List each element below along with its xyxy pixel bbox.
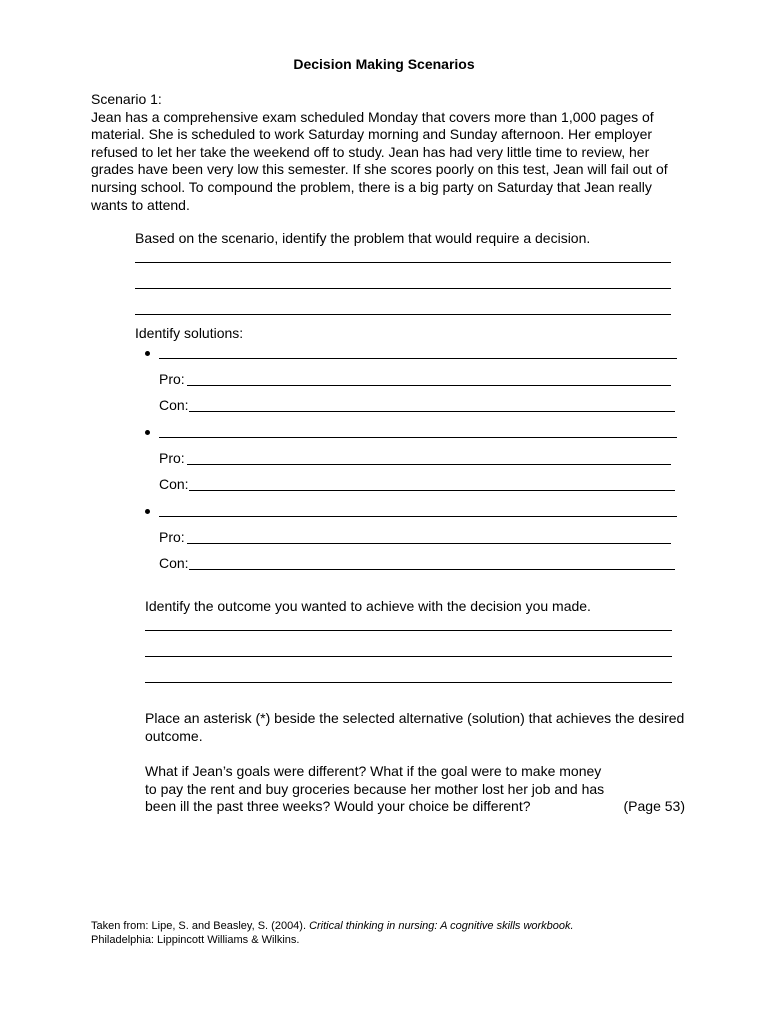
- problem-answer-line-3[interactable]: [135, 314, 671, 315]
- citation-footer: [91, 920, 731, 947]
- solution-3-con-line[interactable]: [189, 569, 675, 570]
- whatif-text: What if Jean’s goals were different? What if the goal were to make money to pay the rent and buy groceries because her mother lost her job and has been ill the past three weeks? Would your choice be different?: [145, 763, 605, 815]
- solution-1-con-line[interactable]: [189, 411, 675, 412]
- page-reference: (Page 53): [623, 798, 685, 815]
- solution-2-pro-label: Pro:: [159, 450, 185, 466]
- solution-3-pro-label: Pro:: [159, 529, 185, 545]
- citation-publisher: Philadelphia: Lippincott Williams & Wilkins.: [91, 933, 300, 946]
- solution-1-pro-label: Pro:: [159, 371, 185, 387]
- whatif-block: [145, 763, 685, 816]
- solution-3-pro-line[interactable]: [187, 543, 671, 544]
- problem-answer-line-1[interactable]: [135, 262, 671, 263]
- asterisk-instruction: [145, 710, 685, 745]
- bullet-icon: [145, 351, 150, 356]
- solutions-prompt: Identify solutions:: [135, 325, 244, 341]
- problem-answer-line-2[interactable]: [135, 288, 671, 289]
- bullet-icon: [145, 509, 150, 514]
- scenario-block: [91, 91, 681, 214]
- bullet-icon: [145, 430, 150, 435]
- solution-1-pro-line[interactable]: [187, 385, 671, 386]
- solution-2-pro-line[interactable]: [187, 464, 671, 465]
- outcome-answer-line-1[interactable]: [145, 630, 672, 631]
- outcome-prompt: Identify the outcome you wanted to achieve with the decision you made.: [145, 598, 591, 614]
- scenario-text: Jean has a comprehensive exam scheduled Monday that covers more than 1,000 pages of material. She is scheduled to work Saturday morning and Sunday afternoon. Her employer refused to let her take the weekend off to study. Jean has had very little time to review, her grades have been very low this semester. If she scores poorly on this test, Jean will fail out of nursing school. To compound the problem, there is a big party on Saturday that Jean really wants to attend.: [91, 108, 668, 213]
- outcome-answer-line-2[interactable]: [145, 656, 672, 657]
- asterisk-instruction-text: Place an asterisk (*) beside the selected alternative (solution) that achieves the desired outcome.: [145, 710, 685, 744]
- solution-3-con-label: Con:: [159, 555, 189, 571]
- solution-2-con-line[interactable]: [189, 490, 675, 491]
- solution-1-con-label: Con:: [159, 397, 189, 413]
- scenario-label: Scenario 1:: [91, 91, 162, 107]
- page-title: Decision Making Scenarios: [293, 56, 475, 72]
- solution-1-line[interactable]: [159, 358, 677, 359]
- outcome-answer-line-3[interactable]: [145, 682, 672, 683]
- solution-2-con-label: Con:: [159, 476, 189, 492]
- problem-prompt: Based on the scenario, identify the problem that would require a decision.: [135, 230, 591, 246]
- citation-prefix: Taken from: Lipe, S. and Beasley, S. (2004).: [91, 920, 310, 932]
- solution-3-line[interactable]: [159, 516, 677, 517]
- solution-2-line[interactable]: [159, 437, 677, 438]
- citation-book-title: Critical thinking in nursing: A cognitive skills workbook.: [309, 920, 574, 932]
